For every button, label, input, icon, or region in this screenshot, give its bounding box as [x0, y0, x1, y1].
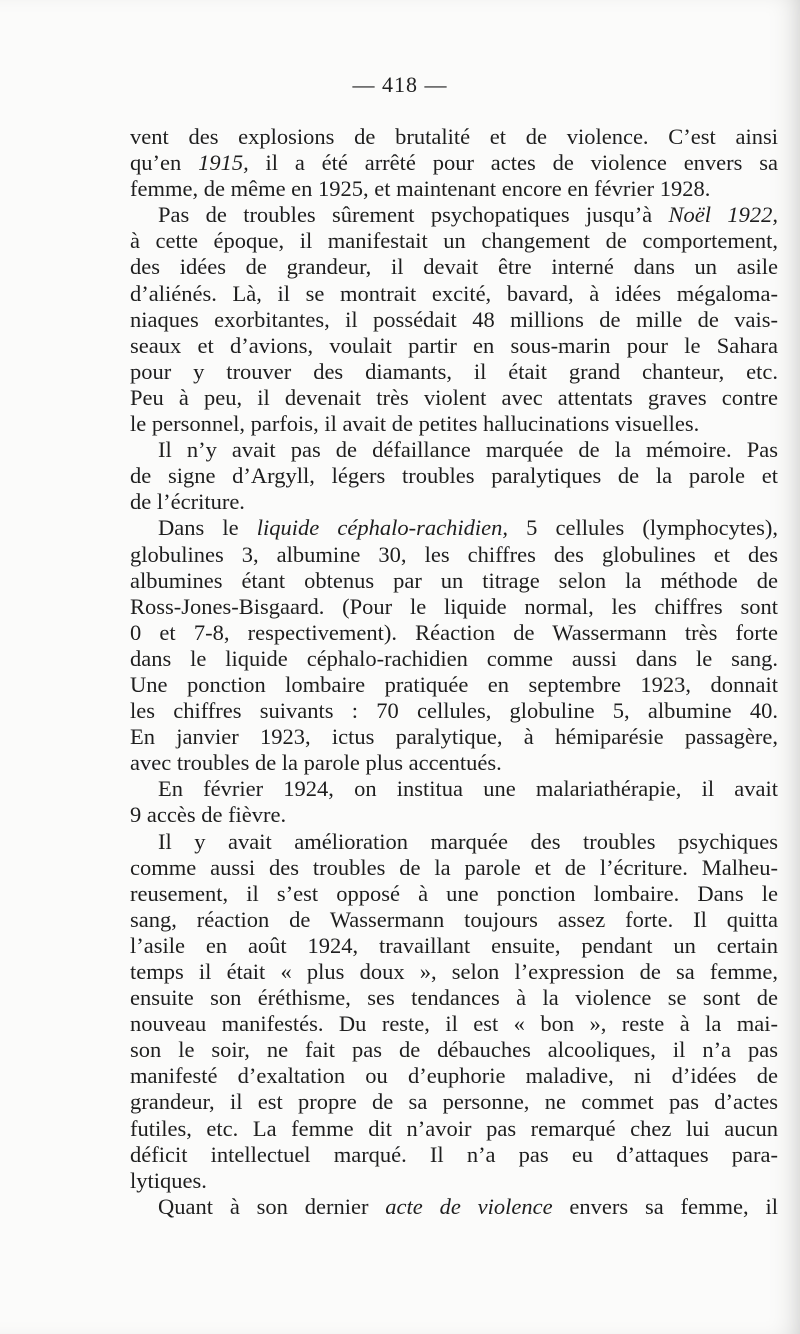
text-line: [130, 437, 778, 463]
text-segment: En janvier 1923, ictus paralytique, à hémiparésie passagère,: [130, 724, 778, 750]
text-line: [130, 1037, 778, 1063]
text-segment: manifesté d’exaltation ou d’euphorie maladive, ni d’idées de: [130, 1063, 778, 1089]
text-segment: En février 1924, on institua une malariathérapie, il avait: [158, 776, 778, 802]
text-segment: d’aliénés. Là, il se montrait excité, bavard, à idées mégaloma-: [130, 280, 778, 306]
text-line: [130, 359, 778, 385]
text-segment: vent des explosions de brutalité et de violence. C’est ainsi: [130, 124, 778, 149]
text-line: [130, 1089, 778, 1115]
text-segment: son le soir, ne fait pas de débauches alcooliques, il n’a pas: [130, 1037, 778, 1063]
text-segment: grandeur, il est propre de sa personne, ne commet pas d’actes: [130, 1089, 778, 1115]
text-segment: Quant à son dernier: [158, 1193, 386, 1219]
text-segment: l’asile en août 1924, travaillant ensuite, pendant un certain: [130, 932, 778, 958]
text-segment: 9 accès de fièvre.: [130, 802, 287, 828]
italic-text: acte de violence: [385, 1193, 553, 1219]
italic-text: liquide céphalo-rachidien,: [256, 515, 508, 541]
text-segment: comme aussi des troubles de la parole et de l’écriture. Malheu-: [130, 854, 778, 880]
text-line: [130, 646, 778, 672]
text-segment: seaux et d’avions, voulait partir en sous-marin pour le Sahara: [130, 332, 778, 358]
text-line: [130, 881, 778, 907]
text-line: [130, 959, 778, 985]
text-line: [130, 515, 778, 541]
text-segment: Il n’y avait pas de défaillance marquée de la mémoire. Pas: [158, 437, 778, 463]
text-line: [130, 333, 778, 359]
text-line: [130, 776, 778, 802]
italic-text: 1915,: [198, 150, 249, 176]
text-line: [130, 150, 778, 176]
text-segment: il a été arrêté pour actes de violence envers sa: [248, 150, 778, 176]
text-segment: pour y trouver des diamants, il était grand chanteur, etc.: [130, 358, 778, 384]
text-line: [130, 542, 778, 568]
text-segment: le personnel, parfois, il avait de petites hallucinations visuelles.: [130, 411, 700, 437]
text-segment: Une ponction lombaire pratiquée en septembre 1923, donnait: [130, 671, 778, 697]
text-segment: sang, réaction de Wassermann toujours assez forte. Il quitta: [130, 906, 778, 932]
text-line: [130, 176, 778, 202]
text-line: [130, 594, 778, 620]
text-line: [130, 802, 778, 828]
text-line: [130, 411, 778, 437]
text-line: [130, 228, 778, 254]
text-segment: nouveau manifestés. Du reste, il est « bon », reste à la mai-: [130, 1011, 778, 1037]
text-line: [130, 1142, 778, 1168]
text-segment: Pas de troubles sûrement psychopatiques jusqu’à: [158, 202, 669, 228]
text-segment: niaques exorbitantes, il possédait 48 millions de mille de vais-: [130, 306, 778, 332]
text-segment: albumines étant obtenus par un titrage selon la méthode de: [130, 567, 778, 593]
text-line: [130, 1116, 778, 1142]
text-segment: femme, de même en 1925, et maintenant encore en février 1928.: [130, 176, 711, 202]
text-segment: 0 et 7-8, respectivement). Réaction de Wassermann très forte: [130, 619, 778, 645]
text-line: [130, 620, 778, 646]
text-line: [130, 254, 778, 280]
text-segment: à cette époque, il manifestait un changement de comportement,: [130, 228, 778, 254]
text-segment: envers sa femme, il: [552, 1193, 778, 1219]
text-segment: Il y avait amélioration marquée des troubles psychiques: [158, 828, 778, 854]
text-line: [130, 1063, 778, 1089]
text-segment: Peu à peu, il devenait très violent avec attentats graves contre: [130, 384, 778, 410]
body-text: [130, 124, 778, 1220]
text-line: [130, 385, 778, 411]
text-segment: de l’écriture.: [130, 489, 245, 515]
text-line: [130, 124, 778, 150]
text-line: [130, 985, 778, 1011]
text-segment: futiles, etc. La femme dit n’avoir pas remarqué chez lui aucun: [130, 1115, 778, 1141]
text-segment: reusement, il s’est opposé à une ponction lombaire. Dans le: [130, 880, 778, 906]
page-number: — 418 —: [352, 72, 448, 97]
text-line: [130, 1194, 778, 1220]
text-segment: déficit intellectuel marqué. Il n’a pas eu d’attaques para-: [130, 1141, 778, 1167]
text-segment: de signe d’Argyll, légers troubles paralytiques de la parole et: [130, 463, 778, 489]
text-line: [130, 672, 778, 698]
text-line: [130, 568, 778, 594]
text-line: [130, 698, 778, 724]
text-segment: avec troubles de la parole plus accentués.: [130, 750, 502, 776]
text-line: [130, 933, 778, 959]
text-segment: qu’en: [130, 150, 199, 176]
text-segment: Dans le: [158, 515, 257, 541]
text-segment: ensuite son éréthisme, ses tendances à la violence se sont de: [130, 985, 778, 1011]
text-line: [130, 855, 778, 881]
text-segment: des idées de grandeur, il devait être interné dans un asile: [130, 254, 778, 280]
text-segment: globulines 3, albumine 30, les chiffres des globulines et des: [130, 541, 778, 567]
text-line: [130, 1011, 778, 1037]
text-segment: temps il était « plus doux », selon l’expression de sa femme,: [130, 959, 778, 984]
text-line: [130, 750, 778, 776]
text-line: [130, 907, 778, 933]
text-line: [130, 307, 778, 333]
text-line: [130, 489, 778, 515]
italic-text: Noël 1922,: [668, 202, 779, 228]
text-segment: 5 cellules (lymphocytes),: [508, 515, 778, 541]
text-segment: dans le liquide céphalo-rachidien comme aussi dans le sang.: [130, 645, 778, 671]
text-segment: lytiques.: [130, 1167, 207, 1193]
text-line: [130, 1168, 778, 1194]
text-line: [130, 202, 778, 228]
text-line: [130, 724, 778, 750]
text-segment: les chiffres suivants : 70 cellules, globuline 5, albumine 40.: [130, 698, 778, 724]
text-line: [130, 463, 778, 489]
text-line: [130, 829, 778, 855]
text-segment: Ross-Jones-Bisgaard. (Pour le liquide normal, les chiffres sont: [130, 593, 778, 619]
text-line: [130, 281, 778, 307]
